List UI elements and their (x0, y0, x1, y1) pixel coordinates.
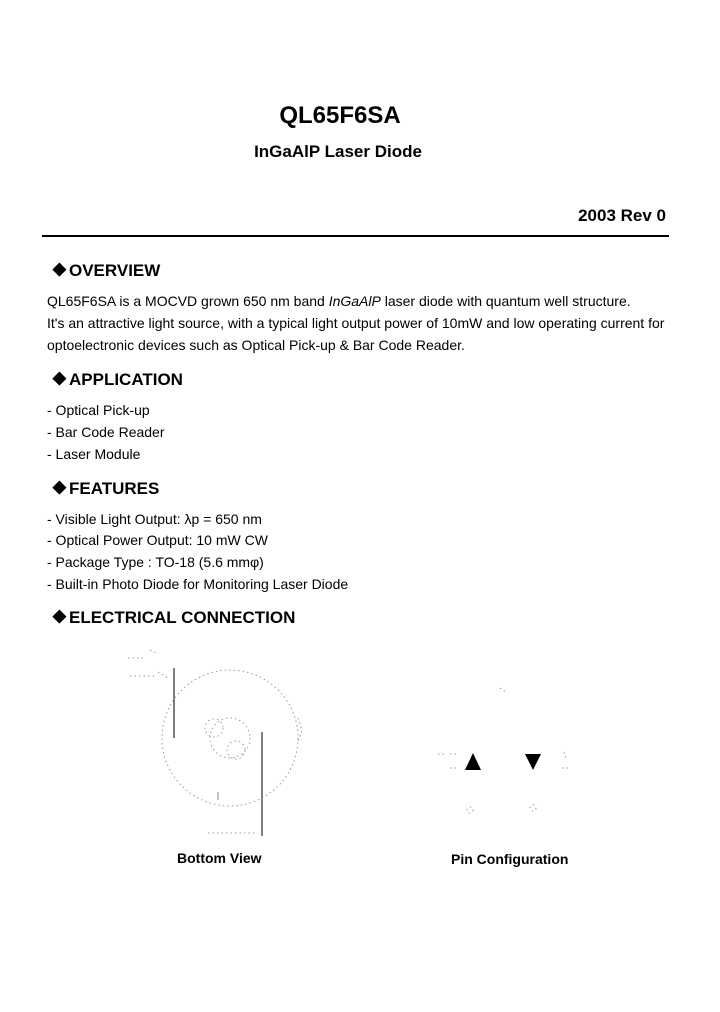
application-heading (50, 370, 183, 390)
bottom-view-faint-labels (128, 650, 168, 678)
application-item: - Laser Module (47, 446, 141, 462)
overview-heading (50, 261, 160, 281)
overview-line-3: optoelectronic devices such as Optical Pick-up & Bar Code Reader. (47, 337, 465, 353)
feature-item: - Package Type : TO-18 (5.6 mmφ) (47, 554, 264, 570)
pin-configuration-diagram (430, 680, 580, 820)
document-subtitle: InGaAlP Laser Diode (254, 142, 422, 161)
application-item: - Optical Pick-up (47, 402, 150, 418)
pin-circle (227, 741, 245, 759)
diamond-bullet-icon (52, 263, 66, 277)
electrical-heading (50, 608, 295, 628)
revision-label: 2003 Rev 0 (578, 206, 666, 225)
application-heading-text: APPLICATION (69, 370, 183, 389)
features-heading (50, 479, 159, 499)
diamond-bullet-icon (52, 372, 66, 386)
package-outline-circle (162, 670, 298, 806)
pin-terminal-icon (467, 807, 473, 813)
overview-line-1-emphasis: InGaAlP (328, 293, 381, 309)
features-heading-text: FEATURES (69, 479, 160, 498)
bottom-view-diagram (110, 640, 320, 845)
pin-circle (205, 719, 223, 737)
feature-item: - Built-in Photo Diode for Monitoring Laser Diode (47, 576, 349, 592)
pin-config-faint-mark (500, 688, 506, 692)
overview-heading-text: OVERVIEW (69, 261, 161, 280)
pin-configuration-caption: Pin Configuration (451, 851, 569, 867)
pin-terminal-icon (530, 805, 536, 811)
feature-item: - Visible Light Output: λp = 650 nm (47, 511, 262, 527)
header-divider (42, 235, 669, 237)
pin-config-faint-mark (564, 752, 566, 758)
electrical-heading-text: ELECTRICAL CONNECTION (69, 608, 296, 627)
package-notch (298, 718, 302, 742)
overview-line-2: It's an attractive light source, with a typical light output power of 10mW and low operating current for (47, 315, 665, 331)
feature-item: - Optical Power Output: 10 mW CW (47, 532, 268, 548)
bottom-view-caption: Bottom View (177, 850, 262, 866)
photo-diode-symbol-icon (525, 754, 541, 770)
diamond-bullet-icon (52, 481, 66, 495)
overview-line-1-post: laser diode with quantum well structure. (380, 293, 631, 309)
overview-line-1 (47, 292, 631, 310)
laser-diode-symbol-icon (465, 753, 481, 770)
diamond-bullet-icon (52, 610, 66, 624)
overview-line-1-pre: QL65F6SA is a MOCVD grown 650 nm band (47, 293, 329, 309)
part-number-title: QL65F6SA (279, 102, 401, 129)
package-inner-circle (210, 718, 250, 758)
application-item: - Bar Code Reader (47, 424, 165, 440)
